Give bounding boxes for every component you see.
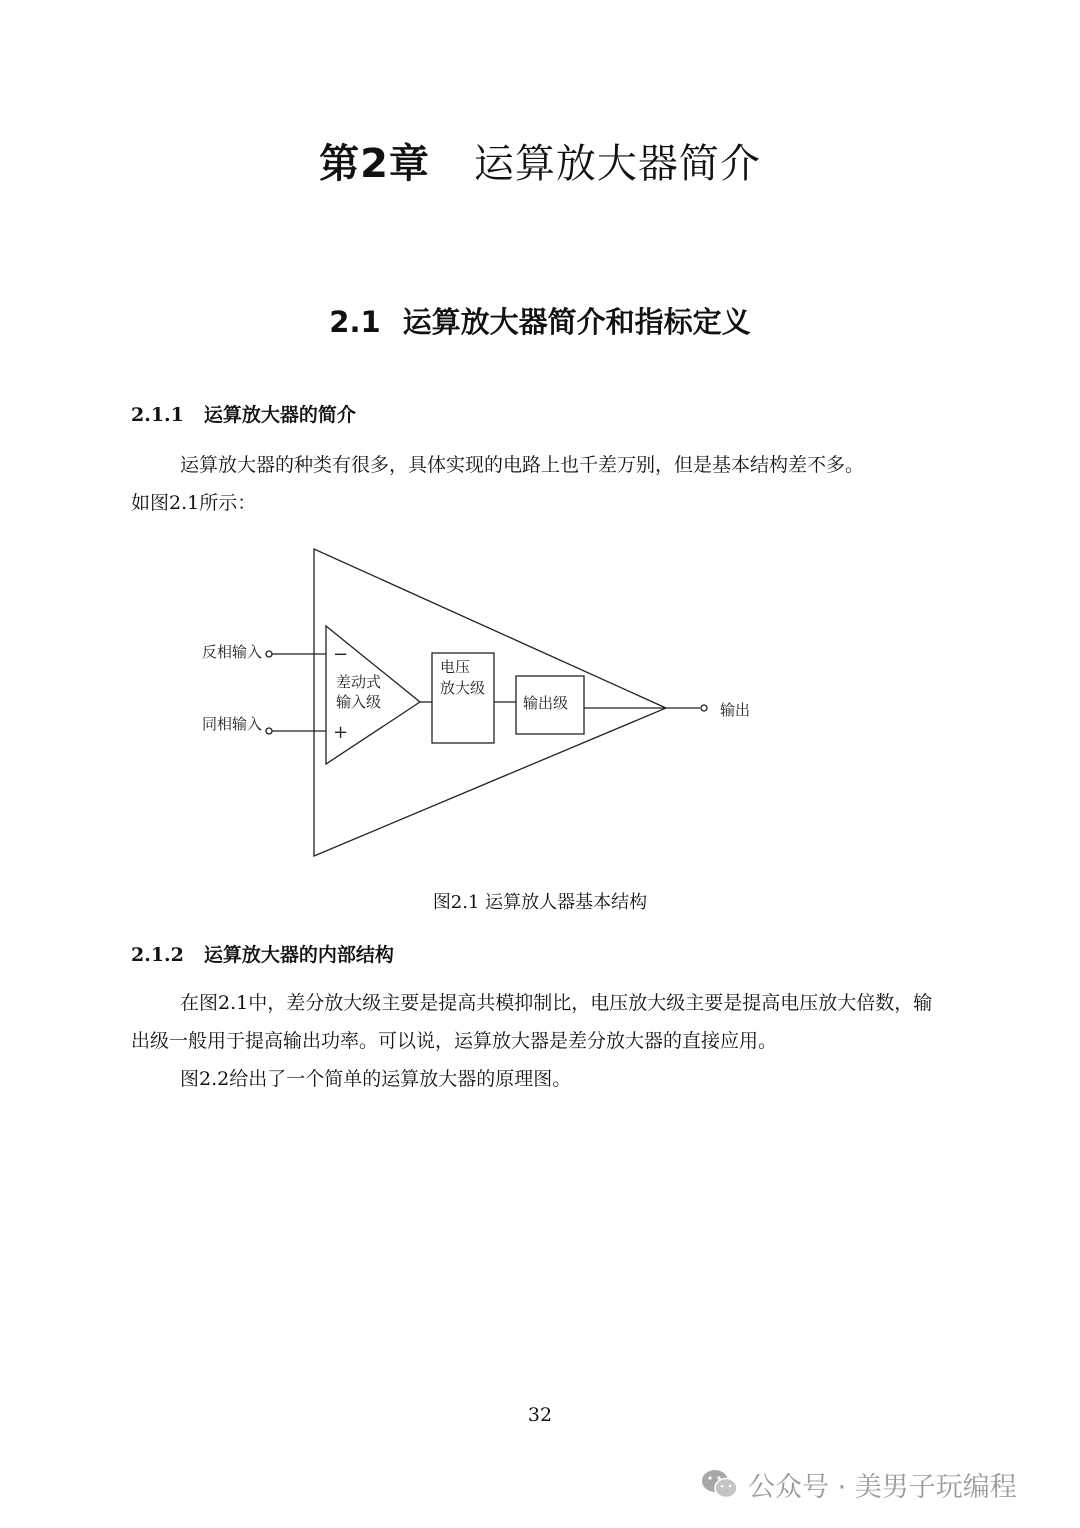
voltage-stage-label-line1: 电压	[440, 658, 471, 676]
output-label: 输出	[720, 701, 751, 719]
section-name: 运算放大器简介和指标定义	[402, 305, 751, 339]
watermark	[700, 1464, 1060, 1504]
op-amp-block-diagram	[190, 540, 790, 870]
intro-line-1: 运算放大器的种类有很多，具体实现的电路上也千差万别，但是基本结构差不多。	[180, 454, 865, 476]
plus-sign: +	[333, 722, 349, 743]
section-number: 2.1	[329, 305, 381, 339]
voltage-stage-label-line2: 放大级	[440, 679, 486, 697]
output-terminal	[701, 705, 707, 711]
subsection-name: 运算放大器的简介	[203, 404, 356, 426]
chapter-number: 第2章	[319, 141, 430, 187]
chapter-title	[0, 132, 1080, 189]
subsection-number: 2.1.1	[131, 404, 184, 426]
subsection-number: 2.1.2	[131, 944, 184, 966]
wechat-icon	[700, 1467, 740, 1501]
inverting-input-terminal	[266, 651, 272, 657]
diff-stage-label-line1: 差动式	[336, 673, 382, 691]
structure-paragraph	[131, 984, 951, 1098]
minus-sign: −	[333, 644, 349, 665]
structure-paragraph-1: 在图2.1中，差分放大级主要是提高共模抑制比，电压放大级主要是提高电压放大倍数，输出级一般用于提高输出功率。可以说，运算放大器是差分放大器的直接应用。	[131, 992, 933, 1052]
subsection-heading-2-1-2	[131, 940, 394, 967]
section-title	[0, 300, 1080, 341]
noninverting-input-label: 同相输入	[202, 715, 263, 733]
figure-caption: 图2.1 运算放人器基本结构	[432, 892, 648, 913]
structure-paragraph-2: 图2.2给出了一个简单的运算放大器的原理图。	[180, 1068, 572, 1090]
inverting-input-label: 反相输入	[202, 643, 263, 661]
subsection-heading-2-1-1	[131, 400, 356, 427]
output-stage-label: 输出级	[523, 694, 569, 712]
watermark-text: 公众号 · 美男子玩编程	[748, 1471, 1017, 1503]
noninverting-input-terminal	[266, 728, 272, 734]
diff-stage-label-line2: 输入级	[336, 693, 382, 711]
page-number: 32	[527, 1404, 553, 1426]
intro-line-2: 如图2.1所示：	[131, 492, 257, 514]
subsection-name: 运算放大器的内部结构	[203, 944, 394, 966]
intro-paragraph	[131, 446, 951, 522]
chapter-name: 运算放大器简介	[473, 141, 761, 187]
